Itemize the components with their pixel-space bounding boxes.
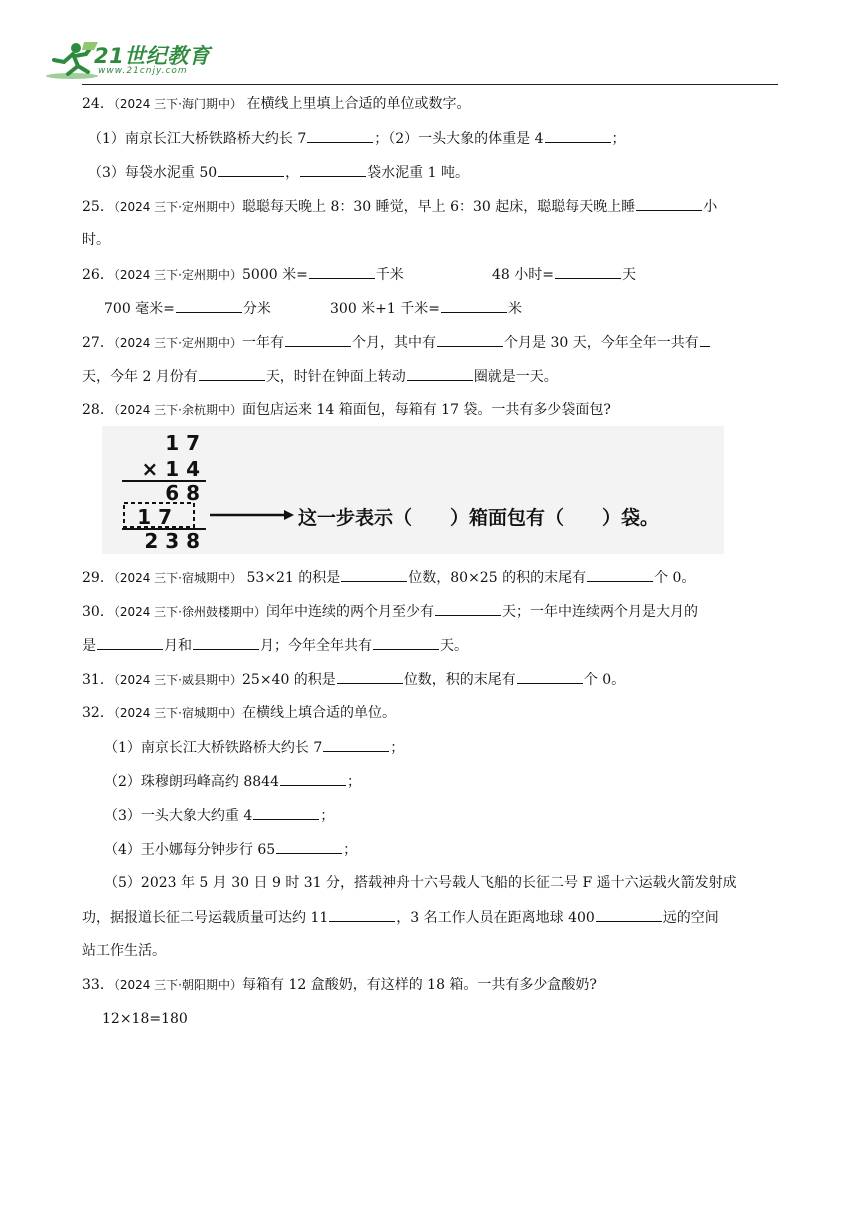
question-30-line-2: 是 月和 月；今年全年共有 天。 xyxy=(82,635,468,656)
answer-blank[interactable] xyxy=(218,162,284,177)
answer-blank[interactable] xyxy=(341,567,407,582)
answer-blank[interactable] xyxy=(545,128,611,143)
answer-blank[interactable] xyxy=(193,635,259,650)
question-24-line-2: （3）每袋水泥重 50 ， 袋水泥重 1 吨。 xyxy=(88,162,469,183)
question-25: 25．（2024 三下·定州期中）聪聪每天晚上 8：30 睡觉，早上 6：30 起床，聪聪每天晚上睡 小 xyxy=(82,196,717,217)
question-32-item-2: （2）珠穆朗玛峰高约 8844 ； xyxy=(104,771,361,792)
answer-blank[interactable] xyxy=(97,635,163,650)
answer-blank[interactable] xyxy=(253,805,319,820)
question-28: 28．（2024 三下·余杭期中）面包店运来 14 箱面包，每箱有 17 袋。一共有多少袋面包? xyxy=(82,402,611,418)
question-27: 27．（2024 三下·定州期中）一年有 个月，其中有 个月是 30 天，今年全年一共有 xyxy=(82,332,711,353)
calc-row-4: 1 7 xyxy=(137,505,172,529)
arrow-head-icon xyxy=(284,510,294,520)
question-26-c: 700 毫米= 分米 xyxy=(104,298,271,319)
question-33: 33．（2024 三下·朝阳期中）每箱有 12 盒酸奶，有这样的 18 箱。一共有多少盒酸奶? xyxy=(82,977,597,993)
question-32-item-4: （4）王小娜每分钟步行 65 ； xyxy=(104,839,357,860)
question-30: 30．（2024 三下·徐州鼓楼期中）闰年中连续的两个月至少有 天；一年中连续两个月是大月的 xyxy=(82,601,698,622)
question-32-item-5: （5）2023 年 5 月 30 日 9 时 31 分，搭载神舟十六号载人飞船的长征二号 F 遥十六运载火箭发射成 xyxy=(104,875,737,891)
answer-blank[interactable] xyxy=(323,737,389,752)
question-24: 24．（2024 三下·海门期中） 在横线上里填上合适的单位或数字。 xyxy=(82,96,471,112)
question-27-line-2: 天，今年 2 月份有 天，时针在钟面上转动 圈就是一天。 xyxy=(82,366,558,387)
answer-blank[interactable] xyxy=(441,298,507,313)
question-32-item-5-line-3: 站工作生活。 xyxy=(82,943,166,959)
question-24-line-1: （1）南京长江大桥铁路桥大约长 7 ；（2）一头大象的体重是 4 ； xyxy=(88,128,626,149)
vertical-multiplication-image xyxy=(102,426,724,554)
answer-blank[interactable] xyxy=(587,567,653,582)
answer-blank[interactable] xyxy=(199,366,265,381)
answer-blank[interactable] xyxy=(300,162,366,177)
question-32-item-5-line-2: 功，据报道长征二号运载质量可达约 11 ，3 名工作人员在距离地球 400 远的空间 xyxy=(82,907,719,928)
calc-row-2: × 1 4 xyxy=(141,457,200,481)
answer-blank[interactable] xyxy=(276,839,342,854)
answer-blank[interactable] xyxy=(596,907,662,922)
question-33-answer: 12×18=180 xyxy=(102,1011,188,1027)
question-26-d: 300 米+1 千米= 米 xyxy=(330,298,522,319)
answer-blank[interactable] xyxy=(700,332,710,347)
calc-row-5: 2 3 8 xyxy=(144,529,200,553)
question-32-item-3: （3）一头大象大约重 4 ； xyxy=(104,805,334,826)
question-32: 32．（2024 三下·宿城期中）在横线上填合适的单位。 xyxy=(82,705,396,721)
question-31: 31．（2024 三下·威县期中）25×40 的积是 位数，积的末尾有 个 0。 xyxy=(82,669,625,690)
header-divider xyxy=(82,84,778,85)
answer-blank[interactable] xyxy=(337,669,403,684)
answer-blank[interactable] xyxy=(407,366,473,381)
answer-blank[interactable] xyxy=(373,635,439,650)
answer-blank[interactable] xyxy=(309,264,375,279)
answer-blank[interactable] xyxy=(437,332,503,347)
answer-blank[interactable] xyxy=(280,771,346,786)
question-26-b: 48 小时= 天 xyxy=(492,264,636,285)
calc-row-1: 1 7 xyxy=(165,431,200,455)
calc-caption: 这一步表示（ ）箱面包有（ ）袋。 xyxy=(298,507,660,529)
answer-blank[interactable] xyxy=(176,298,242,313)
logo-title: 21世纪教育 xyxy=(94,44,211,68)
logo-subtitle: www.21cnjy.com xyxy=(98,66,188,76)
answer-blank[interactable] xyxy=(435,601,501,616)
question-26: 26．（2024 三下·定州期中）5000 米= 千米 xyxy=(82,264,404,285)
answer-blank[interactable] xyxy=(517,669,583,684)
calc-row-3: 6 8 xyxy=(165,481,200,505)
question-32-item-1: （1）南京长江大桥铁路桥大约长 7 ； xyxy=(104,737,404,758)
answer-blank[interactable] xyxy=(307,128,373,143)
answer-blank[interactable] xyxy=(555,264,621,279)
answer-blank[interactable] xyxy=(636,196,702,211)
question-29: 29．（2024 三下·宿城期中） 53×21 的积是 位数，80×25 的积的末尾有 个 0。 xyxy=(82,567,695,588)
answer-blank[interactable] xyxy=(285,332,351,347)
question-25-line-2: 时。 xyxy=(82,232,110,248)
answer-blank[interactable] xyxy=(329,907,395,922)
